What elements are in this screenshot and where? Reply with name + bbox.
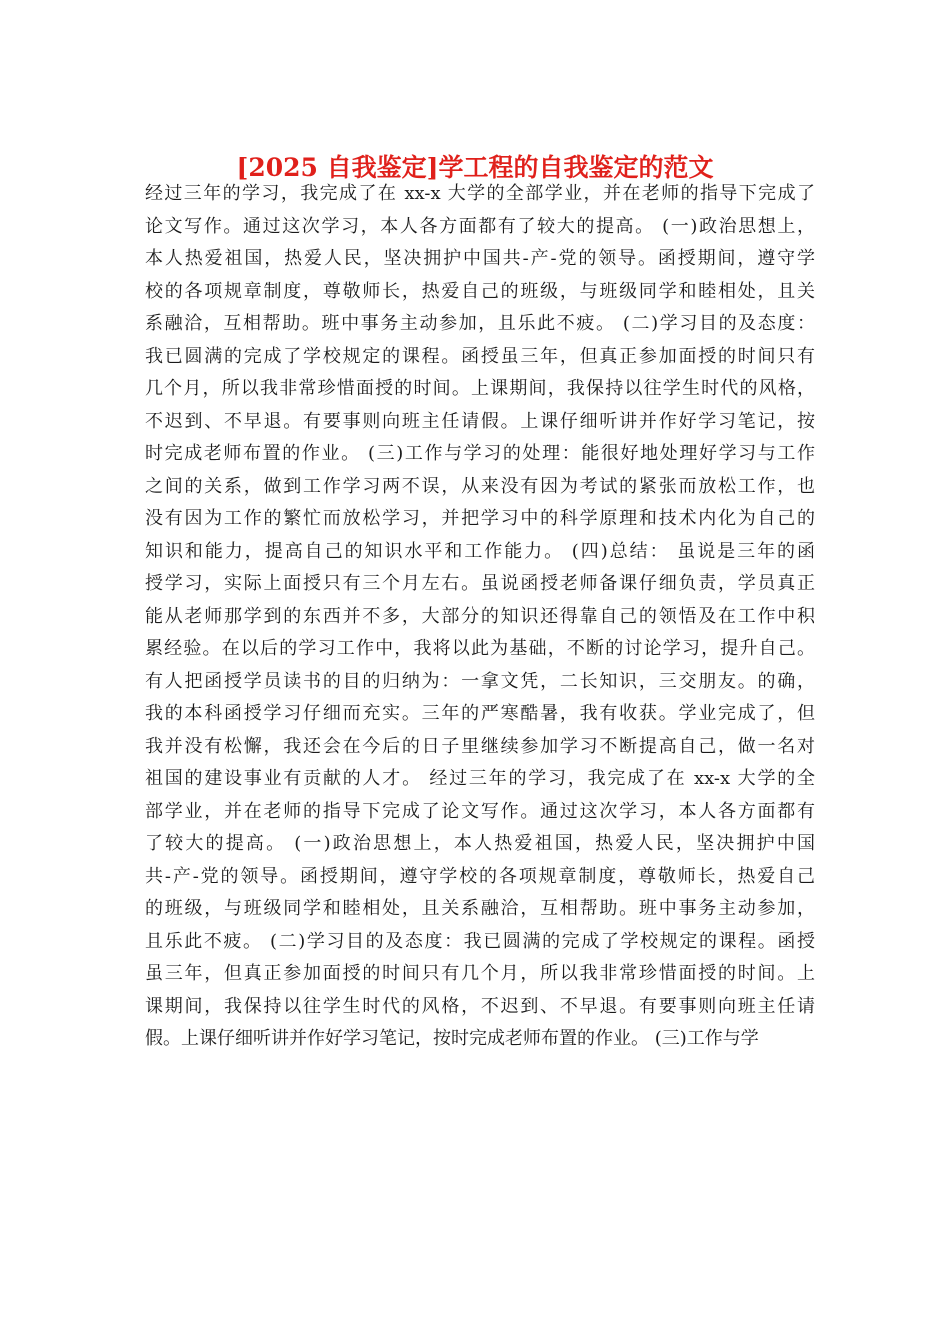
body-line: 经过三年的学习，我完成了在 xx-x 大学的全部学业，并在老师的指导下完成了 (145, 183, 815, 204)
body-line: 累经验。在以后的学习工作中，我将以此为基础，不断的讨论学习，提升自己。 (145, 638, 815, 659)
body-line: 假。上课仔细听讲并作好学习笔记，按时完成老师布置的作业。 (三)工作与学 (145, 1028, 759, 1049)
body-line: 共-产-党的领导。函授期间，遵守学校的各项规章制度，尊敬师长，热爱自己 (145, 865, 815, 887)
body-line: 授学习，实际上面授只有三个月左右。虽说函授老师备课仔细负责，学员真正 (145, 573, 815, 594)
body-line: 的班级，与班级同学和睦相处，且关系融洽，互相帮助。班中事务主动参加， (145, 898, 815, 919)
document-body (145, 178, 815, 1056)
body-line: 不迟到、不早退。有要事则向班主任请假。上课仔细听讲并作好学习笔记，按 (145, 410, 815, 432)
body-line: 本人热爱祖国，热爱人民，坚决拥护中国共-产-党的领导。函授期间，遵守学 (145, 248, 815, 269)
body-line: 课期间，我保持以往学生时代的风格，不迟到、不早退。有要事则向班主任请 (145, 995, 815, 1017)
body-line: 且乐此不疲。 (二)学习目的及态度：我已圆满的完成了学校规定的课程。函授 (145, 930, 815, 952)
body-line: 我已圆满的完成了学校规定的课程。函授虽三年，但真正参加面授的时间只有 (145, 345, 815, 367)
body-line: 能从老师那学到的东西并不多，大部分的知识还得靠自己的领悟及在工作中积 (145, 605, 815, 627)
body-line: 之间的关系，做到工作学习两不误，从来没有因为考试的紧张而放松工作，也 (145, 475, 815, 497)
body-line: 了较大的提高。 (一)政治思想上，本人热爱祖国，热爱人民，坚决拥护中国 (145, 833, 815, 854)
body-line: 虽三年，但真正参加面授的时间只有几个月，所以我非常珍惜面授的时间。上 (145, 963, 815, 984)
body-line: 知识和能力，提高自己的知识水平和工作能力。 (四)总结： 虽说是三年的函 (145, 540, 815, 562)
document-title: [2025 自我鉴定]学工程的自我鉴定的范文 (236, 153, 714, 182)
body-line: 论文写作。通过这次学习，本人各方面都有了较大的提高。 (一)政治思想上， (145, 215, 815, 237)
body-line: 没有因为工作的繁忙而放松学习，并把学习中的科学原理和技术内化为自己的 (145, 508, 815, 529)
body-line: 时完成老师布置的作业。 (三)工作与学习的处理：能很好地处理好学习与工作 (145, 443, 815, 464)
body-line: 部学业，并在老师的指导下完成了论文写作。通过这次学习，本人各方面都有 (145, 800, 815, 822)
body-line: 我的本科函授学习仔细而充实。三年的严寒酷暑，我有收获。学业完成了，但 (145, 703, 815, 724)
body-line: 祖国的建设事业有贡献的人才。 经过三年的学习，我完成了在 xx-x 大学的全 (145, 768, 815, 789)
body-line: 我并没有松懈，我还会在今后的日子里继续参加学习不断提高自己，做一名对 (145, 735, 815, 757)
body-line: 校的各项规章制度，尊敬师长，热爱自己的班级，与班级同学和睦相处，且关 (145, 280, 815, 302)
body-line: 有人把函授学员读书的目的归纳为：一拿文凭，二长知识，三交朋友。的确， (145, 670, 815, 692)
body-line: 系融洽，互相帮助。班中事务主动参加，且乐此不疲。 (二)学习目的及态度： (145, 313, 815, 334)
body-line: 几个月，所以我非常珍惜面授的时间。上课期间，我保持以往学生时代的风格， (145, 378, 815, 399)
